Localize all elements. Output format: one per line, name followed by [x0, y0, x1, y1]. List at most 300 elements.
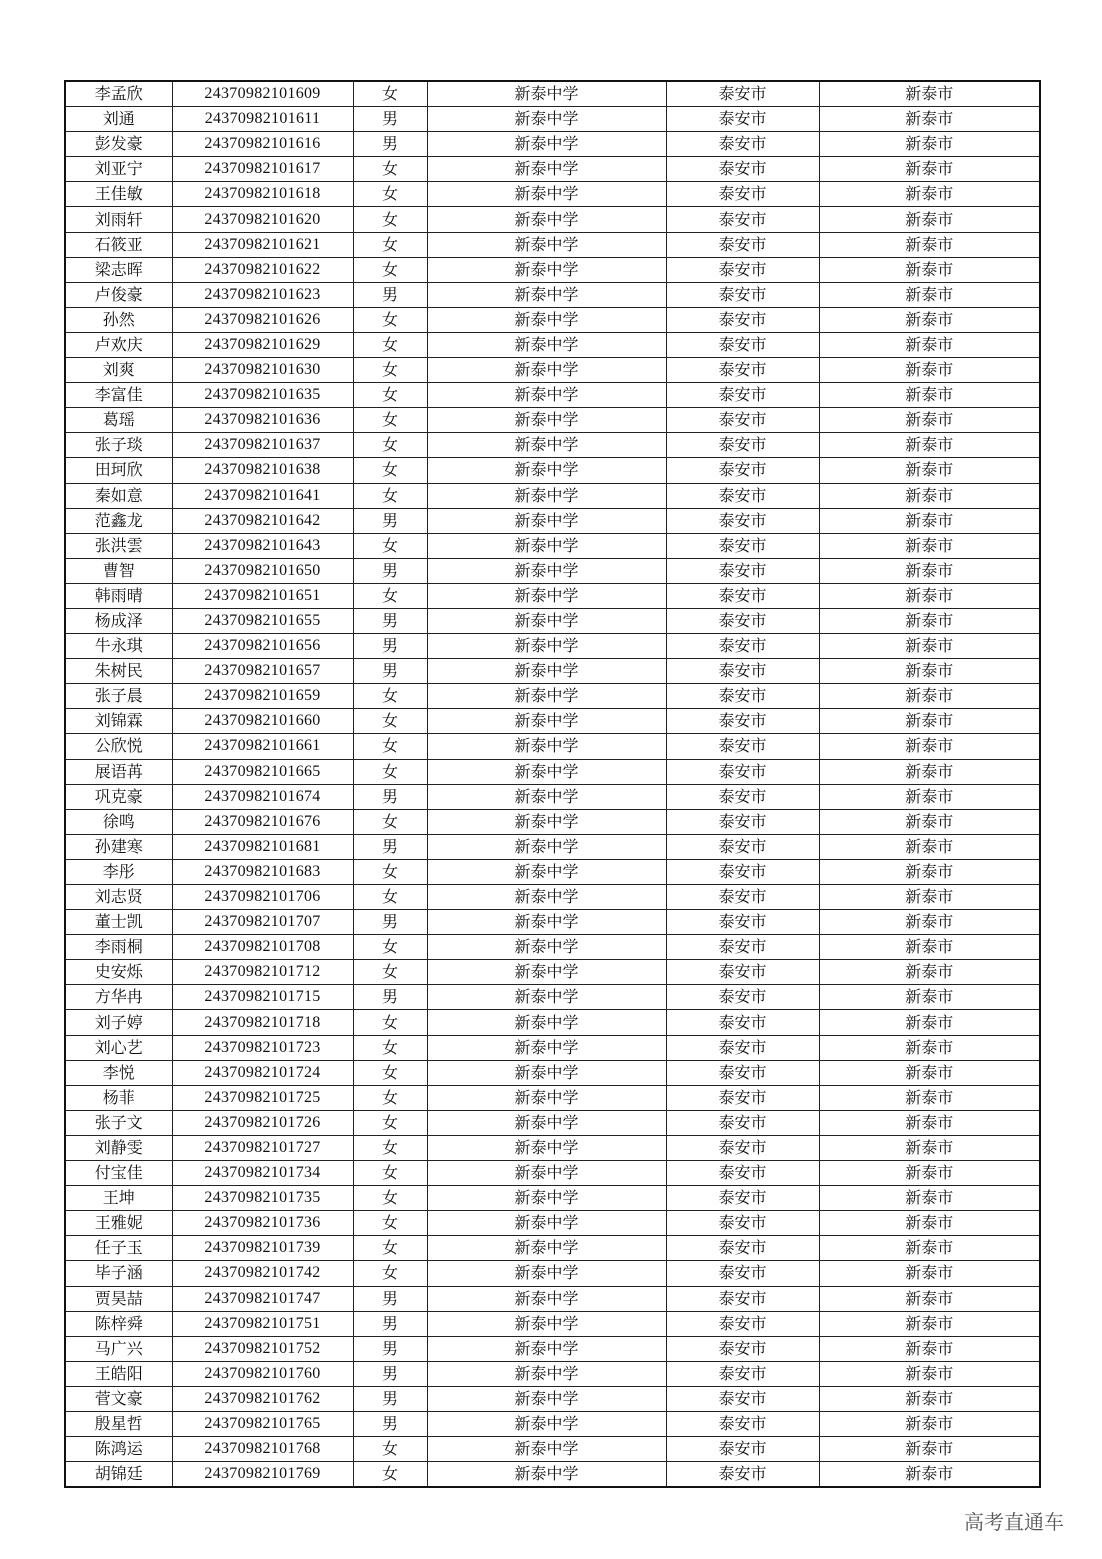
roster-body: [65, 81, 1040, 1487]
city-cell: 泰安市: [666, 1161, 819, 1186]
student-name-cell: 张子琰: [65, 433, 172, 458]
county-cell: 新泰市: [819, 608, 1040, 633]
school-cell: 新泰中学: [427, 809, 666, 834]
table-row: [65, 1386, 1040, 1411]
gender-cell: 女: [353, 1161, 427, 1186]
student-name-cell: 刘亚宁: [65, 157, 172, 182]
table-row: [65, 960, 1040, 985]
city-cell: 泰安市: [666, 1411, 819, 1436]
school-cell: 新泰中学: [427, 332, 666, 357]
city-cell: 泰安市: [666, 408, 819, 433]
exam-number-cell: 24370982101641: [172, 483, 353, 508]
county-cell: 新泰市: [819, 1060, 1040, 1085]
county-cell: 新泰市: [819, 659, 1040, 684]
school-cell: 新泰中学: [427, 1211, 666, 1236]
student-name-cell: 徐鸣: [65, 809, 172, 834]
student-name-cell: 史安烁: [65, 960, 172, 985]
county-cell: 新泰市: [819, 1437, 1040, 1462]
table-row: [65, 558, 1040, 583]
school-cell: 新泰中学: [427, 784, 666, 809]
county-cell: 新泰市: [819, 960, 1040, 985]
table-row: [65, 1411, 1040, 1436]
table-row: [65, 433, 1040, 458]
school-cell: 新泰中学: [427, 533, 666, 558]
table-row: [65, 1437, 1040, 1462]
exam-number-cell: 24370982101739: [172, 1236, 353, 1261]
student-name-cell: 刘静雯: [65, 1135, 172, 1160]
school-cell: 新泰中学: [427, 910, 666, 935]
county-cell: 新泰市: [819, 709, 1040, 734]
exam-number-cell: 24370982101651: [172, 583, 353, 608]
gender-cell: 女: [353, 1035, 427, 1060]
student-name-cell: 卢欢庆: [65, 332, 172, 357]
student-name-cell: 田珂欣: [65, 458, 172, 483]
table-row: [65, 332, 1040, 357]
table-row: [65, 1110, 1040, 1135]
county-cell: 新泰市: [819, 734, 1040, 759]
gender-cell: 女: [353, 859, 427, 884]
county-cell: 新泰市: [819, 1236, 1040, 1261]
exam-number-cell: 24370982101650: [172, 558, 353, 583]
school-cell: 新泰中学: [427, 1336, 666, 1361]
table-row: [65, 684, 1040, 709]
city-cell: 泰安市: [666, 659, 819, 684]
city-cell: 泰安市: [666, 533, 819, 558]
county-cell: 新泰市: [819, 834, 1040, 859]
table-row: [65, 483, 1040, 508]
student-name-cell: 葛瑶: [65, 408, 172, 433]
county-cell: 新泰市: [819, 910, 1040, 935]
city-cell: 泰安市: [666, 1236, 819, 1261]
student-name-cell: 贾昊喆: [65, 1286, 172, 1311]
student-name-cell: 李孟欣: [65, 81, 172, 107]
city-cell: 泰安市: [666, 1386, 819, 1411]
school-cell: 新泰中学: [427, 1135, 666, 1160]
city-cell: 泰安市: [666, 1261, 819, 1286]
table-row: [65, 1161, 1040, 1186]
gender-cell: 女: [353, 1236, 427, 1261]
school-cell: 新泰中学: [427, 1236, 666, 1261]
gender-cell: 男: [353, 508, 427, 533]
exam-number-cell: 24370982101747: [172, 1286, 353, 1311]
table-row: [65, 859, 1040, 884]
county-cell: 新泰市: [819, 358, 1040, 383]
school-cell: 新泰中学: [427, 182, 666, 207]
gender-cell: 女: [353, 257, 427, 282]
exam-number-cell: 24370982101681: [172, 834, 353, 859]
student-name-cell: 刘通: [65, 107, 172, 132]
exam-number-cell: 24370982101657: [172, 659, 353, 684]
city-cell: 泰安市: [666, 1336, 819, 1361]
city-cell: 泰安市: [666, 81, 819, 107]
city-cell: 泰安市: [666, 684, 819, 709]
county-cell: 新泰市: [819, 1261, 1040, 1286]
city-cell: 泰安市: [666, 910, 819, 935]
exam-number-cell: 24370982101765: [172, 1411, 353, 1436]
county-cell: 新泰市: [819, 1161, 1040, 1186]
city-cell: 泰安市: [666, 1060, 819, 1085]
school-cell: 新泰中学: [427, 508, 666, 533]
student-name-cell: 刘爽: [65, 358, 172, 383]
exam-number-cell: 24370982101736: [172, 1211, 353, 1236]
school-cell: 新泰中学: [427, 1110, 666, 1135]
school-cell: 新泰中学: [427, 1462, 666, 1488]
student-name-cell: 韩雨晴: [65, 583, 172, 608]
city-cell: 泰安市: [666, 1311, 819, 1336]
city-cell: 泰安市: [666, 834, 819, 859]
table-row: [65, 1311, 1040, 1336]
county-cell: 新泰市: [819, 1411, 1040, 1436]
exam-number-cell: 24370982101656: [172, 634, 353, 659]
table-row: [65, 358, 1040, 383]
city-cell: 泰安市: [666, 433, 819, 458]
table-row: [65, 985, 1040, 1010]
school-cell: 新泰中学: [427, 985, 666, 1010]
exam-number-cell: 24370982101707: [172, 910, 353, 935]
gender-cell: 男: [353, 1286, 427, 1311]
county-cell: 新泰市: [819, 885, 1040, 910]
student-name-cell: 巩克豪: [65, 784, 172, 809]
gender-cell: 女: [353, 533, 427, 558]
exam-number-cell: 24370982101626: [172, 307, 353, 332]
city-cell: 泰安市: [666, 734, 819, 759]
student-name-cell: 李富佳: [65, 383, 172, 408]
student-name-cell: 方华冉: [65, 985, 172, 1010]
exam-number-cell: 24370982101635: [172, 383, 353, 408]
student-name-cell: 李彤: [65, 859, 172, 884]
gender-cell: 女: [353, 734, 427, 759]
student-name-cell: 牛永琪: [65, 634, 172, 659]
gender-cell: 女: [353, 383, 427, 408]
gender-cell: 女: [353, 759, 427, 784]
city-cell: 泰安市: [666, 132, 819, 157]
table-row: [65, 1462, 1040, 1488]
student-name-cell: 王佳敏: [65, 182, 172, 207]
school-cell: 新泰中学: [427, 960, 666, 985]
school-cell: 新泰中学: [427, 859, 666, 884]
city-cell: 泰安市: [666, 709, 819, 734]
exam-number-cell: 24370982101708: [172, 935, 353, 960]
gender-cell: 男: [353, 834, 427, 859]
student-name-cell: 王坤: [65, 1186, 172, 1211]
gender-cell: 男: [353, 1386, 427, 1411]
exam-number-cell: 24370982101616: [172, 132, 353, 157]
county-cell: 新泰市: [819, 1462, 1040, 1488]
county-cell: 新泰市: [819, 1135, 1040, 1160]
gender-cell: 女: [353, 1437, 427, 1462]
city-cell: 泰安市: [666, 232, 819, 257]
exam-number-cell: 24370982101734: [172, 1161, 353, 1186]
county-cell: 新泰市: [819, 935, 1040, 960]
county-cell: 新泰市: [819, 1085, 1040, 1110]
city-cell: 泰安市: [666, 1361, 819, 1386]
student-name-cell: 杨菲: [65, 1085, 172, 1110]
city-cell: 泰安市: [666, 885, 819, 910]
county-cell: 新泰市: [819, 383, 1040, 408]
gender-cell: 男: [353, 107, 427, 132]
gender-cell: 男: [353, 634, 427, 659]
school-cell: 新泰中学: [427, 709, 666, 734]
city-cell: 泰安市: [666, 1286, 819, 1311]
city-cell: 泰安市: [666, 558, 819, 583]
student-name-cell: 刘心艺: [65, 1035, 172, 1060]
school-cell: 新泰中学: [427, 232, 666, 257]
county-cell: 新泰市: [819, 1186, 1040, 1211]
city-cell: 泰安市: [666, 859, 819, 884]
exam-number-cell: 24370982101636: [172, 408, 353, 433]
school-cell: 新泰中学: [427, 759, 666, 784]
student-name-cell: 任子玉: [65, 1236, 172, 1261]
county-cell: 新泰市: [819, 1386, 1040, 1411]
county-cell: 新泰市: [819, 558, 1040, 583]
city-cell: 泰安市: [666, 483, 819, 508]
table-row: [65, 885, 1040, 910]
county-cell: 新泰市: [819, 332, 1040, 357]
school-cell: 新泰中学: [427, 132, 666, 157]
county-cell: 新泰市: [819, 1286, 1040, 1311]
school-cell: 新泰中学: [427, 433, 666, 458]
gender-cell: 女: [353, 1211, 427, 1236]
exam-number-cell: 24370982101660: [172, 709, 353, 734]
city-cell: 泰安市: [666, 1462, 819, 1488]
exam-number-cell: 24370982101726: [172, 1110, 353, 1135]
exam-number-cell: 24370982101715: [172, 985, 353, 1010]
exam-number-cell: 24370982101683: [172, 859, 353, 884]
student-name-cell: 王雅妮: [65, 1211, 172, 1236]
exam-number-cell: 24370982101723: [172, 1035, 353, 1060]
county-cell: 新泰市: [819, 1336, 1040, 1361]
exam-number-cell: 24370982101735: [172, 1186, 353, 1211]
student-name-cell: 陈梓舜: [65, 1311, 172, 1336]
gender-cell: 女: [353, 207, 427, 232]
school-cell: 新泰中学: [427, 1311, 666, 1336]
county-cell: 新泰市: [819, 1311, 1040, 1336]
table-row: [65, 809, 1040, 834]
school-cell: 新泰中学: [427, 157, 666, 182]
gender-cell: 女: [353, 483, 427, 508]
county-cell: 新泰市: [819, 81, 1040, 107]
table-row: [65, 659, 1040, 684]
exam-number-cell: 24370982101724: [172, 1060, 353, 1085]
student-name-cell: 杨成泽: [65, 608, 172, 633]
city-cell: 泰安市: [666, 759, 819, 784]
exam-number-cell: 24370982101638: [172, 458, 353, 483]
exam-number-cell: 24370982101665: [172, 759, 353, 784]
school-cell: 新泰中学: [427, 583, 666, 608]
table-row: [65, 1261, 1040, 1286]
county-cell: 新泰市: [819, 157, 1040, 182]
student-name-cell: 展语苒: [65, 759, 172, 784]
gender-cell: 女: [353, 583, 427, 608]
city-cell: 泰安市: [666, 985, 819, 1010]
student-name-cell: 张洪雲: [65, 533, 172, 558]
city-cell: 泰安市: [666, 358, 819, 383]
school-cell: 新泰中学: [427, 458, 666, 483]
student-name-cell: 石筱亚: [65, 232, 172, 257]
student-name-cell: 秦如意: [65, 483, 172, 508]
school-cell: 新泰中学: [427, 282, 666, 307]
city-cell: 泰安市: [666, 157, 819, 182]
table-row: [65, 1211, 1040, 1236]
gender-cell: 女: [353, 809, 427, 834]
city-cell: 泰安市: [666, 1211, 819, 1236]
county-cell: 新泰市: [819, 759, 1040, 784]
exam-number-cell: 24370982101618: [172, 182, 353, 207]
table-row: [65, 1135, 1040, 1160]
exam-number-cell: 24370982101727: [172, 1135, 353, 1160]
table-row: [65, 1010, 1040, 1035]
table-row: [65, 935, 1040, 960]
city-cell: 泰安市: [666, 332, 819, 357]
county-cell: 新泰市: [819, 1110, 1040, 1135]
city-cell: 泰安市: [666, 207, 819, 232]
gender-cell: 男: [353, 1411, 427, 1436]
student-name-cell: 付宝佳: [65, 1161, 172, 1186]
city-cell: 泰安市: [666, 608, 819, 633]
table-row: [65, 608, 1040, 633]
roster-table: [64, 80, 1041, 1488]
table-row: [65, 81, 1040, 107]
gender-cell: 女: [353, 408, 427, 433]
gender-cell: 女: [353, 960, 427, 985]
school-cell: 新泰中学: [427, 608, 666, 633]
city-cell: 泰安市: [666, 383, 819, 408]
exam-number-cell: 24370982101712: [172, 960, 353, 985]
gender-cell: 女: [353, 935, 427, 960]
county-cell: 新泰市: [819, 684, 1040, 709]
gender-cell: 女: [353, 1186, 427, 1211]
table-row: [65, 734, 1040, 759]
student-name-cell: 张子晨: [65, 684, 172, 709]
county-cell: 新泰市: [819, 483, 1040, 508]
exam-number-cell: 24370982101629: [172, 332, 353, 357]
gender-cell: 女: [353, 1010, 427, 1035]
gender-cell: 男: [353, 910, 427, 935]
school-cell: 新泰中学: [427, 1010, 666, 1035]
city-cell: 泰安市: [666, 1085, 819, 1110]
school-cell: 新泰中学: [427, 358, 666, 383]
county-cell: 新泰市: [819, 1010, 1040, 1035]
table-row: [65, 408, 1040, 433]
school-cell: 新泰中学: [427, 1261, 666, 1286]
exam-number-cell: 24370982101659: [172, 684, 353, 709]
county-cell: 新泰市: [819, 207, 1040, 232]
table-row: [65, 910, 1040, 935]
exam-number-cell: 24370982101637: [172, 433, 353, 458]
gender-cell: 女: [353, 885, 427, 910]
table-row: [65, 458, 1040, 483]
student-name-cell: 彭发豪: [65, 132, 172, 157]
gender-cell: 男: [353, 1336, 427, 1361]
table-row: [65, 1060, 1040, 1085]
student-name-cell: 殷星哲: [65, 1411, 172, 1436]
table-row: [65, 132, 1040, 157]
city-cell: 泰安市: [666, 182, 819, 207]
school-cell: 新泰中学: [427, 383, 666, 408]
table-row: [65, 307, 1040, 332]
school-cell: 新泰中学: [427, 1161, 666, 1186]
table-row: [65, 634, 1040, 659]
county-cell: 新泰市: [819, 985, 1040, 1010]
exam-number-cell: 24370982101621: [172, 232, 353, 257]
gender-cell: 男: [353, 985, 427, 1010]
student-name-cell: 公欣悦: [65, 734, 172, 759]
school-cell: 新泰中学: [427, 1085, 666, 1110]
city-cell: 泰安市: [666, 1110, 819, 1135]
exam-number-cell: 24370982101623: [172, 282, 353, 307]
school-cell: 新泰中学: [427, 834, 666, 859]
school-cell: 新泰中学: [427, 684, 666, 709]
county-cell: 新泰市: [819, 634, 1040, 659]
school-cell: 新泰中学: [427, 408, 666, 433]
gender-cell: 女: [353, 232, 427, 257]
table-row: [65, 383, 1040, 408]
county-cell: 新泰市: [819, 1211, 1040, 1236]
county-cell: 新泰市: [819, 859, 1040, 884]
school-cell: 新泰中学: [427, 81, 666, 107]
county-cell: 新泰市: [819, 1361, 1040, 1386]
table-row: [65, 709, 1040, 734]
school-cell: 新泰中学: [427, 1286, 666, 1311]
school-cell: 新泰中学: [427, 659, 666, 684]
county-cell: 新泰市: [819, 182, 1040, 207]
table-row: [65, 182, 1040, 207]
exam-number-cell: 24370982101752: [172, 1336, 353, 1361]
school-cell: 新泰中学: [427, 1186, 666, 1211]
exam-number-cell: 24370982101760: [172, 1361, 353, 1386]
gender-cell: 男: [353, 1361, 427, 1386]
exam-number-cell: 24370982101642: [172, 508, 353, 533]
exam-number-cell: 24370982101751: [172, 1311, 353, 1336]
city-cell: 泰安市: [666, 1035, 819, 1060]
student-name-cell: 马广兴: [65, 1336, 172, 1361]
watermark-text: 高考直通车: [964, 1510, 1064, 1534]
county-cell: 新泰市: [819, 784, 1040, 809]
exam-number-cell: 24370982101762: [172, 1386, 353, 1411]
county-cell: 新泰市: [819, 809, 1040, 834]
county-cell: 新泰市: [819, 583, 1040, 608]
exam-number-cell: 24370982101676: [172, 809, 353, 834]
city-cell: 泰安市: [666, 784, 819, 809]
student-name-cell: 梁志晖: [65, 257, 172, 282]
county-cell: 新泰市: [819, 458, 1040, 483]
city-cell: 泰安市: [666, 508, 819, 533]
city-cell: 泰安市: [666, 1186, 819, 1211]
gender-cell: 女: [353, 684, 427, 709]
table-row: [65, 157, 1040, 182]
school-cell: 新泰中学: [427, 207, 666, 232]
city-cell: 泰安市: [666, 583, 819, 608]
student-name-cell: 刘锦霖: [65, 709, 172, 734]
gender-cell: 女: [353, 433, 427, 458]
school-cell: 新泰中学: [427, 483, 666, 508]
gender-cell: 女: [353, 358, 427, 383]
table-row: [65, 107, 1040, 132]
student-name-cell: 毕子涵: [65, 1261, 172, 1286]
student-name-cell: 李雨桐: [65, 935, 172, 960]
student-name-cell: 陈鸿运: [65, 1437, 172, 1462]
school-cell: 新泰中学: [427, 1411, 666, 1436]
student-name-cell: 胡锦廷: [65, 1462, 172, 1488]
county-cell: 新泰市: [819, 257, 1040, 282]
table-row: [65, 834, 1040, 859]
student-name-cell: 董士凯: [65, 910, 172, 935]
table-row: [65, 1361, 1040, 1386]
school-cell: 新泰中学: [427, 1386, 666, 1411]
student-name-cell: 刘雨轩: [65, 207, 172, 232]
student-name-cell: 曹智: [65, 558, 172, 583]
gender-cell: 男: [353, 659, 427, 684]
